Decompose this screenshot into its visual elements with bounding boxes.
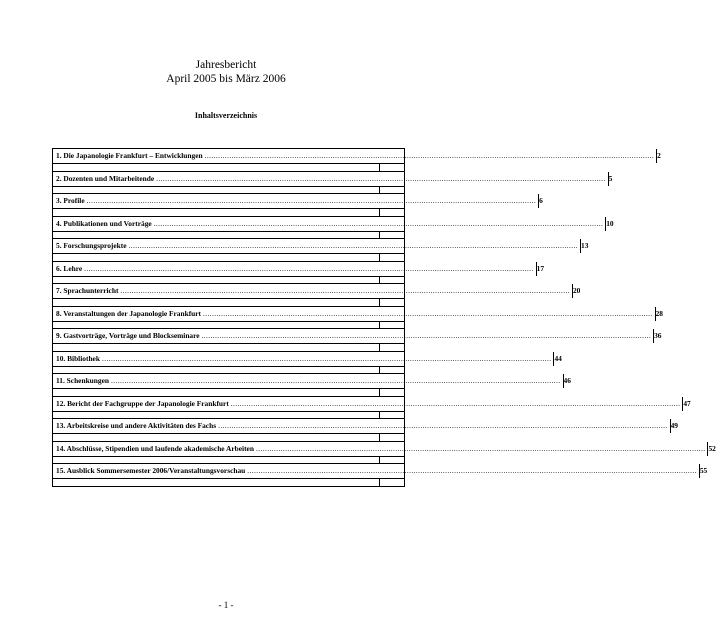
toc-row-spacer (53, 434, 404, 442)
toc-entry-line (53, 172, 613, 187)
toc-entry[interactable] (53, 374, 571, 397)
toc-entry-page-number: 5 (608, 172, 617, 186)
toc-entry-line (53, 419, 678, 434)
toc-entry[interactable] (53, 239, 589, 262)
toc-entry-page-number: 44 (553, 352, 565, 366)
toc-entry-label: 8. Veranstaltungen der Japanologie Frankfurt (56, 308, 202, 318)
toc-entry-label: 14. Abschlüsse, Stipendien und laufende akademische Arbeiten (56, 443, 254, 453)
toc-entry-line (53, 149, 661, 164)
toc-entry-label: 4. Publikationen und Vorträge (56, 218, 152, 228)
toc-entry[interactable] (53, 307, 663, 330)
toc-row-spacer (53, 322, 404, 330)
toc-entry-label: 3. Profile (56, 196, 85, 205)
toc-entry[interactable] (53, 419, 678, 442)
toc-row-spacer (53, 187, 404, 195)
toc-entry-label: 7. Sprachunterricht (56, 286, 119, 295)
dot-leader: ........................................................................................................................................................................................................ (204, 151, 655, 160)
toc-row-spacer (53, 299, 404, 307)
toc-entry-line (53, 307, 663, 322)
toc-row-spacer (53, 457, 404, 465)
toc-entry-line (53, 194, 543, 209)
toc-entry-label: 6. Lehre (56, 263, 83, 273)
toc-entry-line (53, 352, 562, 367)
toc-entry[interactable] (53, 284, 581, 307)
dot-leader: ........................................................................................................................................................................................................ (247, 466, 697, 475)
toc-entry-page-number: 20 (572, 284, 584, 298)
toc-entry-label: 2. Dozenten und Mitarbeitende (56, 173, 155, 183)
toc-entry-page-number: 2 (656, 149, 665, 163)
toc-entry[interactable] (53, 149, 661, 172)
dot-leader: ........................................................................................................................................................................................................ (153, 218, 604, 228)
document-subtitle: April 2005 bis März 2006 (166, 73, 286, 85)
toc-entry-label: 5. Forschungsprojekte (56, 241, 127, 250)
toc-row-spacer (53, 412, 404, 420)
dot-leader: ........................................................................................................................................................................................................ (101, 353, 552, 363)
toc-row-spacer (53, 344, 404, 352)
toc-entry-line (53, 442, 716, 457)
toc-heading: Inhaltsverzeichnis (194, 111, 258, 120)
toc-entry-line (53, 217, 614, 232)
dot-leader: ........................................................................................................................................................................................................ (84, 263, 534, 273)
toc-entry-page-number: 47 (682, 397, 694, 411)
table-of-contents (52, 148, 716, 487)
toc-entry[interactable] (53, 172, 613, 195)
toc-row-spacer (53, 232, 404, 240)
toc-entry-label: 1. Die Japanologie Frankfurt – Entwicklungen (56, 151, 203, 160)
toc-entry-line (53, 397, 691, 412)
toc-entry-label: 12. Bericht der Fachgruppe der Japanologie Frankfurt (56, 398, 229, 408)
toc-entry-label: 11. Schenkungen (56, 376, 109, 385)
dot-leader: ........................................................................................................................................................................................................ (255, 443, 706, 453)
dot-leader: ........................................................................................................................................................................................................ (203, 308, 653, 318)
toc-entry[interactable] (53, 442, 716, 465)
toc-entry-line (53, 239, 589, 254)
toc-entry-page-number: 10 (605, 217, 617, 231)
toc-entry-page-number: 6 (538, 194, 547, 208)
toc-entry[interactable] (53, 329, 662, 352)
toc-entry-line (53, 284, 581, 299)
toc-row-spacer (53, 389, 404, 397)
toc-row-spacer (53, 367, 404, 375)
toc-entry-page-number: 28 (655, 307, 667, 321)
toc-entry-line (53, 262, 545, 277)
toc-entry-page-number: 13 (580, 239, 592, 253)
dot-leader: ........................................................................................................................................................................................................ (218, 421, 668, 430)
toc-entry[interactable] (53, 397, 691, 420)
toc-entry-page-number: 49 (670, 419, 682, 433)
toc-entry-page-number: 36 (653, 329, 665, 343)
toc-entry[interactable] (53, 262, 545, 285)
toc-entry-line (53, 464, 708, 479)
toc-row-spacer (53, 254, 404, 262)
dot-leader: ........................................................................................................................................................................................................ (86, 196, 537, 205)
page-number-footer: - 1 - (218, 600, 234, 610)
toc-entry-page-number: 52 (707, 442, 719, 456)
dot-leader: ........................................................................................................................................................................................................ (111, 376, 561, 385)
document-title: Jahresbericht (195, 59, 257, 71)
toc-entry[interactable] (53, 217, 614, 240)
toc-row-spacer (53, 479, 404, 487)
toc-entry-page-number: 46 (563, 374, 575, 388)
toc-entry-label: 13. Arbeitskreise und andere Aktivitäten des Fachs (56, 421, 217, 430)
toc-row-spacer (53, 277, 404, 285)
dot-leader: ........................................................................................................................................................................................................ (120, 286, 570, 295)
dot-leader: ........................................................................................................................................................................................................ (128, 241, 579, 250)
dot-leader: ........................................................................................................................................................................................................ (230, 398, 681, 408)
toc-entry-label: 9. Gastvorträge, Vorträge und Blockseminare (56, 331, 200, 340)
dot-leader: ........................................................................................................................................................................................................ (156, 173, 606, 183)
toc-entry[interactable] (53, 352, 562, 375)
toc-entry-page-number: 17 (536, 262, 548, 276)
toc-entry-line (53, 329, 662, 344)
toc-entry[interactable] (53, 194, 543, 217)
toc-row-spacer (53, 209, 404, 217)
toc-entry-line (53, 374, 571, 389)
toc-entry[interactable] (53, 464, 708, 487)
toc-entry-label: 15. Ausblick Sommersemester 2006/Veranstaltungsvorschau (56, 466, 246, 475)
dot-leader: ........................................................................................................................................................................................................ (201, 331, 652, 340)
toc-entry-label: 10. Bibliothek (56, 353, 100, 363)
toc-row-spacer (53, 164, 404, 172)
toc-entry-page-number: 55 (699, 464, 711, 478)
